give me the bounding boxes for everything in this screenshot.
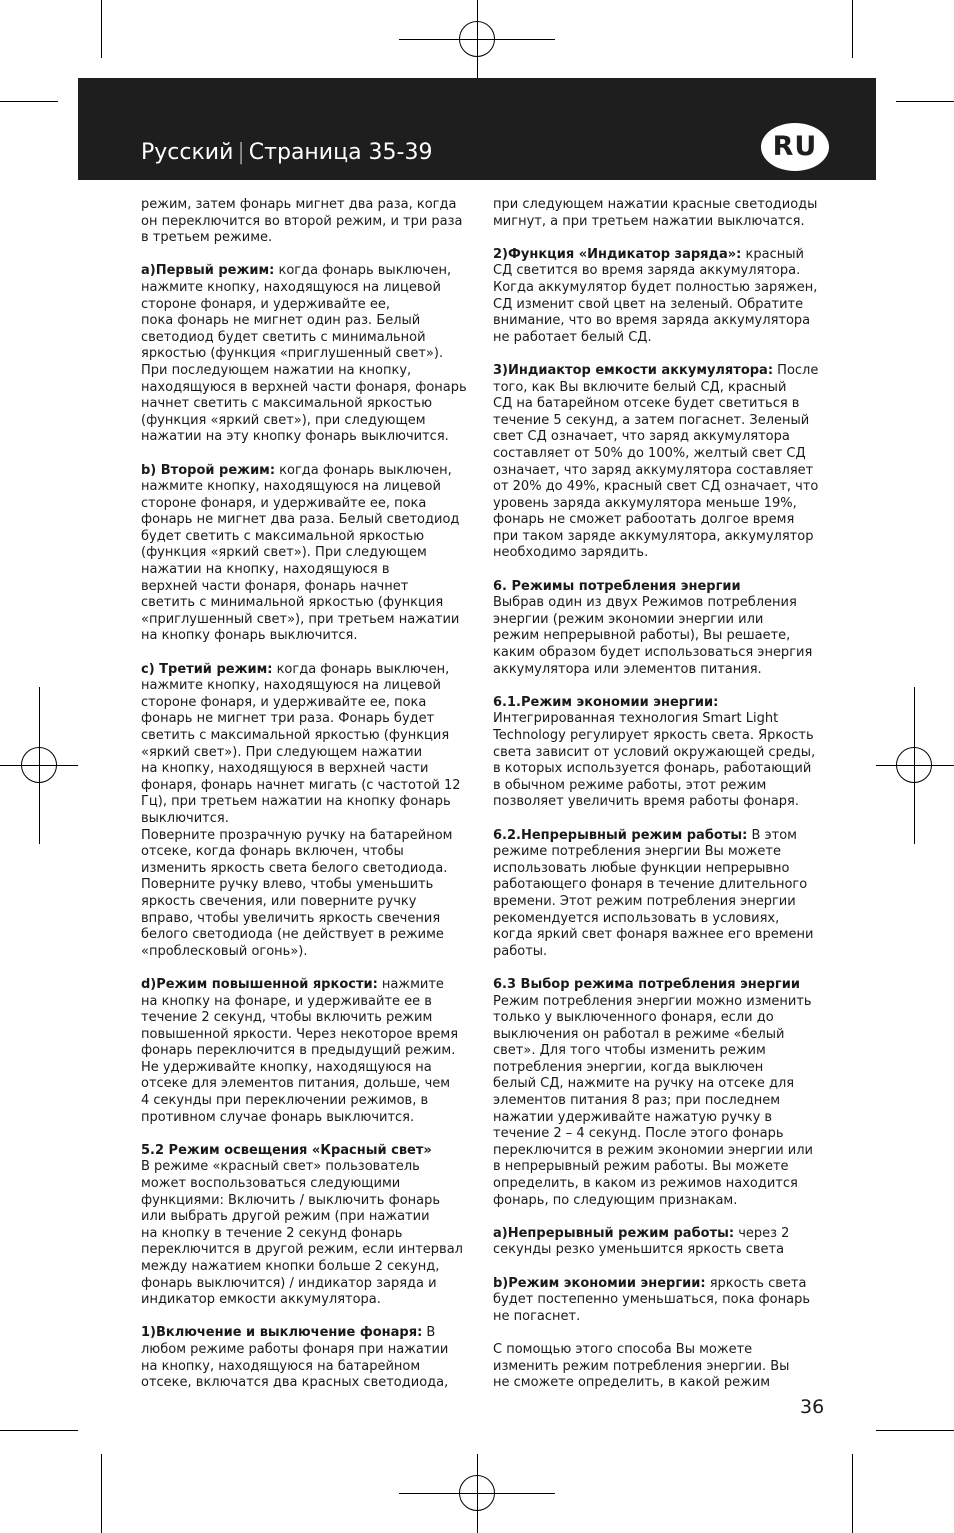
paragraph-boost-mode	[141, 977, 481, 1126]
paragraph-eco-sign	[493, 1276, 835, 1326]
crop-mark-bottom-right-h	[876, 1430, 954, 1431]
paragraph-charge-indicator	[493, 247, 835, 347]
paragraph-text: Режим потребления энергии можно изменить только у выключенного фонаря, если до выключения он работал в режиме «белый свет». Для того чтобы изменить режим потребления энергии, когда выключен белый СД, нажмите на ручку на отсеке для элементов питания 8 раз; при последнем нажатии удерживайте нажатую ручку в течение 2 – 4 секунд. После этого фонарь переключится в режим экономии энергии или в непрерывный режим работы. Вы можете определить, в каком из режимов находится фонарь, по следующим признакам.	[493, 993, 813, 1208]
section-mode-selection	[493, 977, 835, 1209]
paragraph-text: В режиме «красный свет» пользователь может воспользоваться следующими функциями: Включить / выключить фонарь или выбрать другой режим (при нажатии на кнопку в течение 2 секунд фонарь переключится в другой режим, если интервал между нажатием кнопки больше 2 секунд, фонарь выключится) / индикатор заряда и индикатор емкости аккумулятора.	[141, 1159, 463, 1308]
paragraph-heading: 2)Функция «Индикатор заряда»:	[493, 246, 742, 262]
language-label: Русский	[141, 140, 234, 165]
paragraph-continuous-sign	[493, 1226, 835, 1259]
paragraph-text: через 2 секунды резко уменьшится яркость света	[493, 1225, 790, 1258]
paragraph-second-mode	[141, 463, 481, 646]
section-power-modes	[493, 579, 835, 679]
paragraph-capacity-indicator	[493, 363, 835, 562]
paragraph-text: В этом режиме потребления энергии Вы можете использовать любые функции непрерывно работающего фонаря в течение длительного времени. Этот режим потребления энергии рекомендуется использовать в условиях, когда яркий свет фонаря важнее его времени работы.	[493, 827, 814, 959]
section-heading: 6.3 Выбор режима потребления энергии	[493, 976, 800, 992]
section-heading: 6.2.Непрерывный режим работы:	[493, 827, 748, 843]
paragraph-text: когда фонарь выключен, нажмите кнопку, находящуюся на лицевой стороне фонаря, и удерживайте ее, пока фонарь не мигнет один раз. Белый светодиод будет светить с минимальной яркостью (функция «приглушенный свет»). При последующем нажатии на кнопку, находящуюся в верхней части фонаря, фонарь начнет светить с максимальной яркостью (функция «яркий свет»), при следующем нажатии на эту кнопку фонарь выключится.	[141, 263, 467, 445]
registration-right-circle	[896, 747, 932, 783]
paragraph-text: красный СД светится во время заряда аккумулятора. Когда аккумулятор будет полностью заряжен, СД изменит свой цвет на зеленый. Обратите внимание, что во время заряда аккумулятора не работает белый СД.	[493, 246, 818, 345]
section-heading: 5.2 Режим освещения «Красный свет»	[141, 1142, 432, 1158]
crop-mark-top-left-v	[101, 0, 102, 58]
paragraph-text: яркость света будет постепенно уменьшаться, пока фонарь не погаснет.	[493, 1275, 810, 1324]
paragraph: режим, затем фонарь мигнет два раза, когда он переключится во второй режим, и три раза в третьем режиме.	[141, 197, 463, 246]
paragraph-text: когда фонарь выключен, нажмите кнопку, находящуюся на лицевой стороне фонаря, и удерживайте ее, пока фонарь не мигнет три раза. Фонарь будет светить с максимальной яркостью (функция «яркий свет»). При следующем нажатии на кнопку, находящуюся в верхней части фонаря, фонарь начнет мигать (с частотой 12 Гц), при третьем нажатии на кнопку фонарь выключится.	[141, 661, 461, 826]
paragraph-text: Интегрированная технология Smart Light Technology регулирует яркость света. Яркость света зависит от условий окружающей среды, в которых используется фонарь, работающий в обычном режиме работы, этот режим позволяет увеличить время работы фонаря.	[493, 711, 816, 810]
language-badge: RU	[761, 123, 829, 171]
paragraph: при следующем нажатии красные светодиоды мигнут, а при третьем нажатии выключатся.	[493, 197, 818, 229]
paragraph-heading: a)Непрерывный режим работы:	[493, 1225, 735, 1241]
paragraph-heading: 3)Индиактор емкости аккумулятора:	[493, 362, 774, 378]
crop-mark-top-right-v	[852, 0, 853, 58]
paragraph-heading: 1)Включение и выключение фонаря:	[141, 1325, 423, 1341]
paragraph-third-mode	[141, 662, 481, 828]
paragraph-heading: b) Второй режим:	[141, 462, 276, 478]
registration-top-circle	[459, 21, 495, 57]
paragraph-text: В любом режиме работы фонаря при нажатии на кнопку, находящуюся на батарейном отсеке, включатся два красных светодиода,	[141, 1325, 449, 1391]
paragraph-heading: d)Режим повышенной яркости:	[141, 976, 378, 992]
title-separator: |	[237, 140, 245, 165]
crop-mark-bottom-left-h	[0, 1430, 78, 1431]
paragraph-text: когда фонарь выключен, нажмите кнопку, находящуюся на лицевой стороне фонаря, и удерживайте ее, пока фонарь не мигнет два раза. Белый светодиод будет светить с максимальной яркостью (функция «яркий свет»). При следующем нажатии на кнопку, находящуюся в верхней части фонаря, фонарь начнет светить с минимальной яркостью (функция «приглушенный свет»), при третьем нажатии на кнопку фонарь выключится.	[141, 462, 460, 644]
crop-mark-top-left-h	[0, 101, 58, 102]
registration-bottom-circle	[459, 1475, 495, 1511]
section-continuous-mode	[493, 828, 835, 961]
section-heading: 6.1.Режим экономии энергии:	[493, 694, 719, 710]
page-header	[78, 78, 876, 180]
paragraph: С помощью этого способа Вы можете изменить режим потребления энергии. Вы не сможете определить, в какой режим	[493, 1341, 790, 1391]
section-eco-mode	[493, 695, 835, 811]
paragraph-heading: c) Третий режим:	[141, 661, 273, 677]
page-number: 36	[800, 1396, 825, 1418]
registration-left-circle	[21, 747, 57, 783]
paragraph-text: Выбрав один из двух Режимов потребления энергии (режим экономии энергии или режим непрерывной работы), Вы решаете, каким образом будет использоваться энергия аккумулятора или элементов питания.	[493, 595, 813, 677]
paragraph-first-mode	[141, 263, 481, 446]
paragraph-brightness-knob: Поверните прозрачную ручку на батарейном отсеке, когда фонарь включен, чтобы изменить яркость света белого светодиода. Поверните ручку влево, чтобы уменьшить яркость свечения, или поверните ручку вправо, чтобы увеличить яркость свечения белого светодиода (не действует в режиме «проблесковый огонь»).	[141, 827, 453, 959]
crop-mark-bottom-left-v	[101, 1454, 102, 1533]
page-title	[141, 140, 432, 166]
section-heading: 6. Режимы потребления энергии	[493, 578, 741, 594]
left-column	[141, 197, 481, 1408]
page-range: Страница 35-39	[248, 140, 433, 165]
paragraph-text: нажмите на кнопку на фонаре, и удерживайте ее в течение 2 секунд, чтобы включить режим повышенной яркости. Через некоторое время фонарь переключится в предыдущий режим. Не удерживайте кнопку, находящуюся на отсеке для элементов питания, дольше, чем 4 секунды при переключении режимов, в противном случае фонарь выключится.	[141, 976, 459, 1125]
paragraph-heading: b)Режим экономии энергии:	[493, 1275, 706, 1291]
crop-mark-top-right-h	[896, 101, 954, 102]
crop-mark-bottom-right-v	[852, 1454, 853, 1533]
paragraph-text: После того, как Вы включите белый СД, красный СД на батарейном отсеке будет светиться в течение 5 секунд, а затем погаснет. Зеленый свет СД означает, что заряд аккумулятора составляет от 50% до 100%, желтый свет СД означает, что заряд аккумулятора составляет от 20% до 49%, красный свет СД означает, что уровень заряда аккумулятора меньше 19%, фонарь не сможет рабоотать долгое время при таком заряде аккумулятора, аккумулятор необходимо зарядить.	[493, 362, 819, 561]
section-red-light	[141, 1143, 481, 1309]
right-column	[493, 197, 835, 1408]
paragraph-heading: a)Первый режим:	[141, 263, 275, 279]
paragraph-power-on-off	[141, 1325, 481, 1391]
